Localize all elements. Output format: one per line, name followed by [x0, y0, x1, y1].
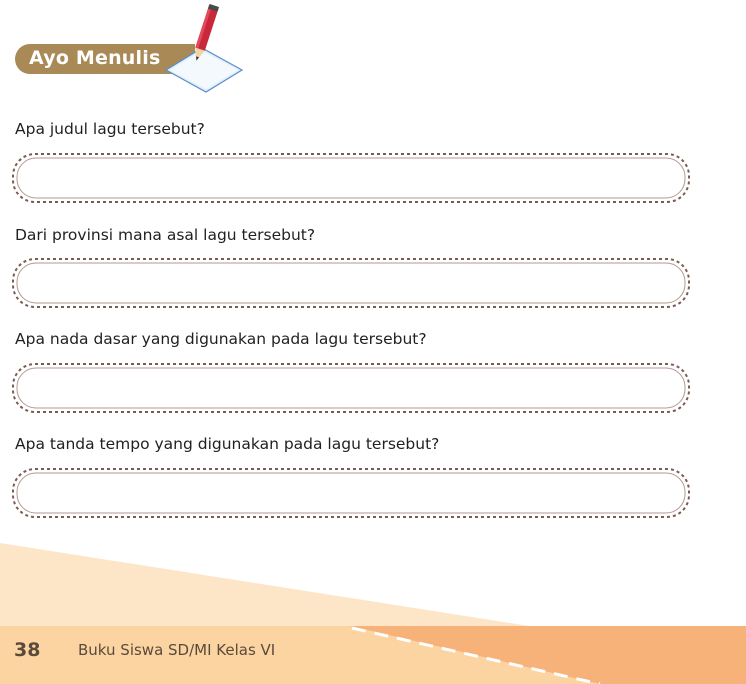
answer-box-3[interactable] — [10, 361, 692, 415]
question-4-label: Apa tanda tempo yang digunakan pada lagu tersebut? — [15, 435, 440, 453]
pencil-paper-icon — [160, 4, 250, 96]
page-number: 38 — [14, 639, 41, 661]
question-2-label: Dari provinsi mana asal lagu tersebut? — [15, 226, 316, 244]
book-title: Buku Siswa SD/MI Kelas VI — [78, 641, 276, 659]
answer-box-2[interactable] — [10, 256, 692, 310]
answer-box-4[interactable] — [10, 466, 692, 520]
answer-box-1[interactable] — [10, 151, 692, 205]
question-1-label: Apa judul lagu tersebut? — [15, 120, 205, 138]
section-title: Ayo Menulis — [29, 47, 161, 69]
question-3-label: Apa nada dasar yang digunakan pada lagu tersebut? — [15, 330, 427, 348]
